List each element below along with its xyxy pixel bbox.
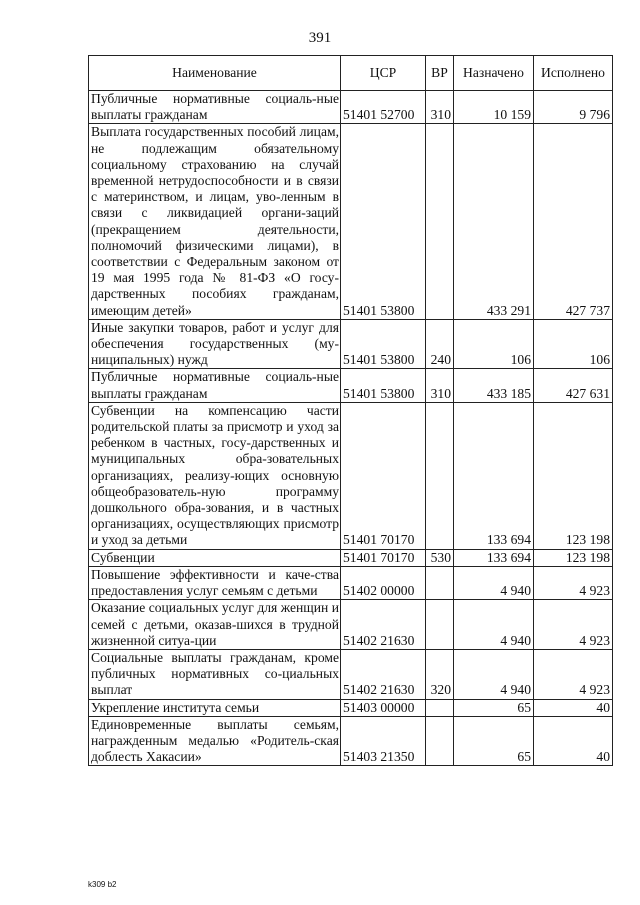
row-assigned: 433 185 (454, 369, 534, 402)
row-vr (426, 699, 454, 716)
row-csr: 51401 52700 (341, 91, 426, 124)
row-executed: 106 (534, 319, 613, 369)
table-row (89, 699, 613, 716)
header-vr: ВР (426, 56, 454, 91)
row-vr: 530 (426, 549, 454, 566)
row-vr (426, 600, 454, 650)
row-executed: 427 631 (534, 369, 613, 402)
row-name: Публичные нормативные социаль-ные выплаты гражданам (89, 369, 341, 402)
row-csr: 51401 70170 (341, 549, 426, 566)
table-row (89, 402, 613, 549)
table-row (89, 649, 613, 699)
header-csr: ЦСР (341, 56, 426, 91)
row-name: Единовременные выплаты семьям, награжденным медалью «Родитель-ская доблесть Хакасии» (89, 716, 341, 766)
row-assigned: 65 (454, 699, 534, 716)
row-executed: 9 796 (534, 91, 613, 124)
row-assigned: 4 940 (454, 600, 534, 650)
row-csr: 51402 21630 (341, 600, 426, 650)
row-executed: 4 923 (534, 649, 613, 699)
table-row (89, 716, 613, 766)
row-vr: 310 (426, 369, 454, 402)
header-name: Наименование (89, 56, 341, 91)
row-vr (426, 716, 454, 766)
row-assigned: 4 940 (454, 649, 534, 699)
row-assigned: 433 291 (454, 124, 534, 319)
row-name: Повышение эффективности и каче-ства предоставления услуг семьям с детьми (89, 566, 341, 599)
table-row (89, 600, 613, 650)
budget-table (88, 55, 613, 766)
row-name: Публичные нормативные социаль-ные выплаты гражданам (89, 91, 341, 124)
row-assigned: 133 694 (454, 402, 534, 549)
table-row (89, 91, 613, 124)
table-row (89, 319, 613, 369)
row-csr: 51403 00000 (341, 699, 426, 716)
row-vr: 240 (426, 319, 454, 369)
row-name: Социальные выплаты гражданам, кроме публичных нормативных со-циальных выплат (89, 649, 341, 699)
row-csr: 51403 21350 (341, 716, 426, 766)
row-name: Субвенции на компенсацию части родительской платы за присмотр и уход за ребенком в частных, госу-дарственных и муниципальных обра-зовательных организациях, реализу-ющих основную общеобразователь-ную программу дошкольного обра-зования, и в частных организациях, осуществляющих присмотр и уход за детьми (89, 402, 341, 549)
row-name: Субвенции (89, 549, 341, 566)
row-assigned: 10 159 (454, 91, 534, 124)
row-executed: 40 (534, 699, 613, 716)
row-csr: 51401 70170 (341, 402, 426, 549)
row-name: Оказание социальных услуг для женщин и семей с детьми, оказав-шихся в трудной жизненной ситуа-ции (89, 600, 341, 650)
row-csr: 51402 21630 (341, 649, 426, 699)
table-row (89, 549, 613, 566)
row-vr (426, 124, 454, 319)
row-name: Иные закупки товаров, работ и услуг для обеспечения государственных (му-ниципальных) нужд (89, 319, 341, 369)
row-executed: 4 923 (534, 600, 613, 650)
table-row (89, 566, 613, 599)
row-vr (426, 566, 454, 599)
row-assigned: 106 (454, 319, 534, 369)
header-assigned: Назначено (454, 56, 534, 91)
row-vr: 310 (426, 91, 454, 124)
row-executed: 123 198 (534, 549, 613, 566)
table-header-row (89, 56, 613, 91)
row-csr: 51401 53800 (341, 369, 426, 402)
row-executed: 40 (534, 716, 613, 766)
row-csr: 51401 53800 (341, 124, 426, 319)
row-csr: 51402 00000 (341, 566, 426, 599)
row-assigned: 65 (454, 716, 534, 766)
row-name: Укрепление института семьи (89, 699, 341, 716)
row-executed: 427 737 (534, 124, 613, 319)
row-name: Выплата государственных пособий лицам, не подлежащим обязательному социальному страхованию на случай временной нетрудоспособности и в связи с материнством, и лицам, уво-ленным в связи с ликвидацией органи-заций (прекращением деятельности, полномочий физическими лицами), в соответствии с Федеральным законом от 19 мая 1995 года № 81-ФЗ «О госу-дарственных пособиях гражданам, имеющим детей» (89, 124, 341, 319)
row-assigned: 4 940 (454, 566, 534, 599)
row-assigned: 133 694 (454, 549, 534, 566)
header-executed: Исполнено (534, 56, 613, 91)
table-row (89, 124, 613, 319)
row-csr: 51401 53800 (341, 319, 426, 369)
row-vr: 320 (426, 649, 454, 699)
page-number: 391 (308, 30, 332, 46)
table-row (89, 369, 613, 402)
row-vr (426, 402, 454, 549)
footer-code: k309 b2 (88, 880, 117, 889)
row-executed: 4 923 (534, 566, 613, 599)
row-executed: 123 198 (534, 402, 613, 549)
